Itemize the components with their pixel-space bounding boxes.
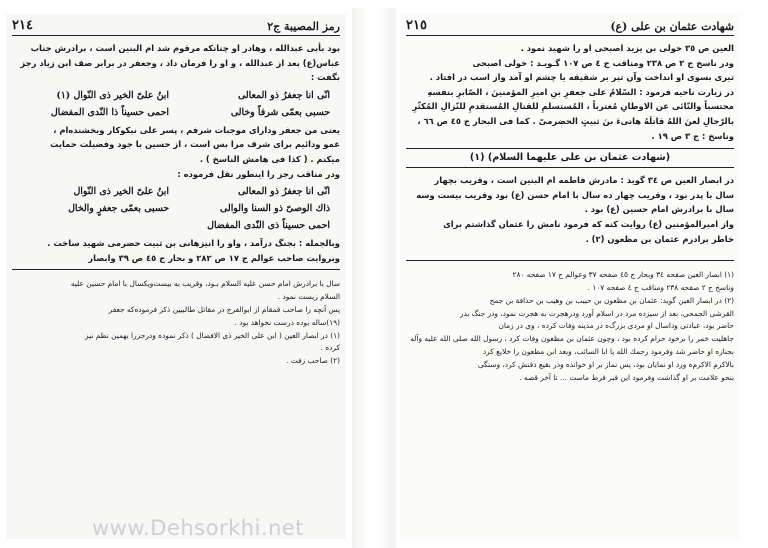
text-line: بود بأبی عبدالله ، وهادر او چنانکه مرقوم شد ام البنین است ، برادرش جناب bbox=[30, 43, 340, 53]
footnote-line: سال با برادرش امام حسن علیه السلام بـود، وقریب به بیست‌ویکسال با امام حسین علیه bbox=[70, 279, 340, 289]
footnote-line: بنحو علامت بر او گذاشت وفرمود این قبر فرط ماست ... تا آخر قصه . bbox=[519, 372, 734, 382]
poem-hemistich: ابنُ علیّ الخیر ذی النّوال (١) bbox=[56, 89, 169, 101]
footnote-line: پس آنچه را صاحب قمقام از ابوالفرج در مقاتل طالبیین ذکر فرموده‌که جعفر bbox=[108, 304, 340, 314]
text-line: العین ص ٣٥ خولی بن یزید اصبحی او را شهید نمود . bbox=[520, 43, 734, 53]
footnote-line: کرده . bbox=[320, 343, 340, 353]
footnote-line: (٢) در ابصار العین گوید: عثمان بن مظعون بن حبیب بن وهیب بن حذافة بن جمح bbox=[489, 295, 734, 305]
section-title: (شهادت عثمان بن علی علیهما السلام) (١) bbox=[406, 148, 734, 168]
text-line: وناسخ : ج ٣ ص ١٩ . bbox=[651, 130, 734, 141]
footnote-line: (١) ابصار العین صفحه ٣٤ وبحار ج ٤٥ صفحه ٣٧ وعوالم ج ١٧ صفحه ٢٨٠ bbox=[512, 270, 734, 280]
text-line: سال با پدر بود ، وقریب چهار ده سال با امام حسن (ع) بود وقریب بیست وسه bbox=[416, 189, 734, 200]
rajaz-poem-2 bbox=[22, 183, 330, 234]
left-running-title: رمز المصیبة ج٢ bbox=[267, 20, 340, 33]
left-page-number: ٢١٤ bbox=[12, 18, 33, 33]
footnote-line: حاضر بود، عبادتی وداسال او مردی بزرگ‌ه در مدینه وفات کرده ، وی در زمان bbox=[498, 321, 734, 331]
poem-hemistich: احمی حسیناً ذا النّدی المفضال bbox=[50, 106, 169, 118]
footnote-line: السلام زیست نمود . bbox=[277, 292, 340, 302]
footnote-divider bbox=[12, 269, 340, 270]
text-line: در زیارت ناحیه فرمود : السّلامُ علی جعفرِ بنِ امیرِ المؤمنینَ ، الصّابرِ بنفسهِ bbox=[427, 86, 734, 97]
text-line: عمو ودائیم برای شرف مرا بس است ، از حسین با جود وفضیلت حمایت bbox=[49, 139, 340, 150]
text-line: محتسباً والنّائی عن الاوطانِ مُغترباً ، المُستسلمِ للقتالِ المُستقدمِ للنّزالِ المُکثّرِ bbox=[412, 101, 734, 112]
right-running-title: شهادت عثمان بن علی (ع) bbox=[610, 20, 734, 33]
text-line: تیری بسوی او انداخت وآن تیر بر شقیقه یا چشم او آمد واز اسب در افتاد . bbox=[429, 72, 734, 83]
text-line: ودر مناقب رجز را اینطور نقل فرموده : bbox=[177, 168, 340, 179]
text-line: یعنی من جعفر ودارای موجبات شرفم ، پسر علی نیکوکار وبخشنده‌ام ، bbox=[53, 124, 340, 135]
text-line: وبالجمله : بجنگ درآمد ، واو را انیزهانی بن ثبیت حضرمی شهید ساخت . bbox=[47, 238, 340, 249]
right-page bbox=[400, 14, 740, 539]
footnote-line: جاهلیت خمر را برخود حرام کرده بود ، وچون عثمان بن مظعون وفات کرد ، رسول الله صلی الله علیه وآله bbox=[410, 334, 734, 344]
left-page-header bbox=[12, 18, 340, 36]
poem-hemistich: انّی انا جعفرُ ذو المعالی bbox=[237, 186, 330, 198]
footnote-line: القرشی الجمحی، بعد از سیزده مرد در اسلام آورد ودرهجرت به هجرت نمود، ودر جنگ بدر bbox=[459, 308, 734, 318]
footnote-line: بجنازه او حاضر شد وفرمود رحمك الله یا ابا السائب، وبعد ابن مظعون را خلایع کرد bbox=[482, 346, 734, 356]
footnote-line: (١٩)ساله بوده درست نخواهد بود . bbox=[234, 317, 340, 327]
poem-hemistich: ابنُ علیّ الخیر ذی النّوال bbox=[73, 186, 169, 198]
poem-hemistich: احمی حسیناً ذی النّدی المفضال bbox=[207, 220, 330, 232]
text-line: بالرّجالِ لعنَ اللهُ قاتلَهُ هانیءَ بنَ ثبیتٍ الحضرمیّ . کما فی البحار ج ٤٥ ص ٦٦ ، bbox=[417, 115, 734, 126]
footnote-divider bbox=[406, 260, 734, 261]
right-footnotes bbox=[406, 269, 734, 384]
text-line: عباس(ع) بعد از عبدالله ، و او را فرمان داد ، وجعفر در برابر صف ابن زیاد رجز bbox=[20, 57, 340, 68]
footnote-line: وناسخ ج ٢ صفحه ٢٣٨ ومناقب ج ٤ صفحه ١٠٧ . bbox=[587, 282, 734, 292]
text-line: ودر ناسخ ج ٢ ص ٢٣٨ ومناقب ج ٤ ص ١٠٧ گـویـد : خولی اصبحی bbox=[472, 57, 734, 68]
left-footnotes bbox=[12, 278, 340, 368]
rajaz-poem-1 bbox=[22, 87, 330, 121]
left-page bbox=[6, 14, 346, 539]
site-watermark: www.Dehsorkhi.net bbox=[92, 516, 305, 540]
text-line: واز امیرالمؤمنین (ع) روایت کنه که فرمود نامش را عثمان گذاشتم برای bbox=[443, 218, 734, 229]
text-line: خاطر برادرم عثمان بن مظعون (٢) . bbox=[585, 233, 734, 244]
poem-hemistich: حسبی بعمّی شرفاً وخالی bbox=[230, 106, 330, 118]
right-page-header bbox=[406, 18, 734, 36]
footnote-line: بالاکرم الاکرم‌ه وزد او نمایان بود، پس نماز بر او خوانده ودر بقیع دفنش کرد، وسنگی bbox=[477, 359, 734, 369]
footnote-line: (١) در ابصار العین ( ابن علی الخیر ذی الافضال ) ذکر نموده ودرجزرا بهمین نظم نیز bbox=[85, 330, 340, 340]
text-line: میکنم . ( کذا فی هامش الناسخ ) . bbox=[199, 153, 340, 164]
footnote-line: (٢) صاحب زفت . bbox=[286, 356, 340, 366]
text-line: وبروایت صاحب عوالم ج ١٧ ص ٢٨٢ و بحار ج ٤٥ ص ٣٩ وابصار bbox=[88, 252, 340, 263]
right-page-number: ٢١٥ bbox=[406, 18, 427, 33]
book-gutter bbox=[352, 8, 396, 548]
text-line: در ابصار العین ص ٣٤ گوید : مادرش فاطمه ام البنین است ، وقریب بچهار bbox=[434, 175, 734, 186]
poem-hemistich: حسبی بعمّی جعفرٍ والخال bbox=[68, 203, 169, 215]
text-line: سال با برادرش امام حسین (ع) بود . bbox=[584, 204, 734, 215]
text-line: بگفت : bbox=[310, 72, 340, 83]
poem-hemistich: انّی انا جعفرُ ذو المعالی bbox=[237, 89, 330, 101]
poem-hemistich: ذاك الوصیّ ذو السنا والوالی bbox=[220, 203, 330, 215]
